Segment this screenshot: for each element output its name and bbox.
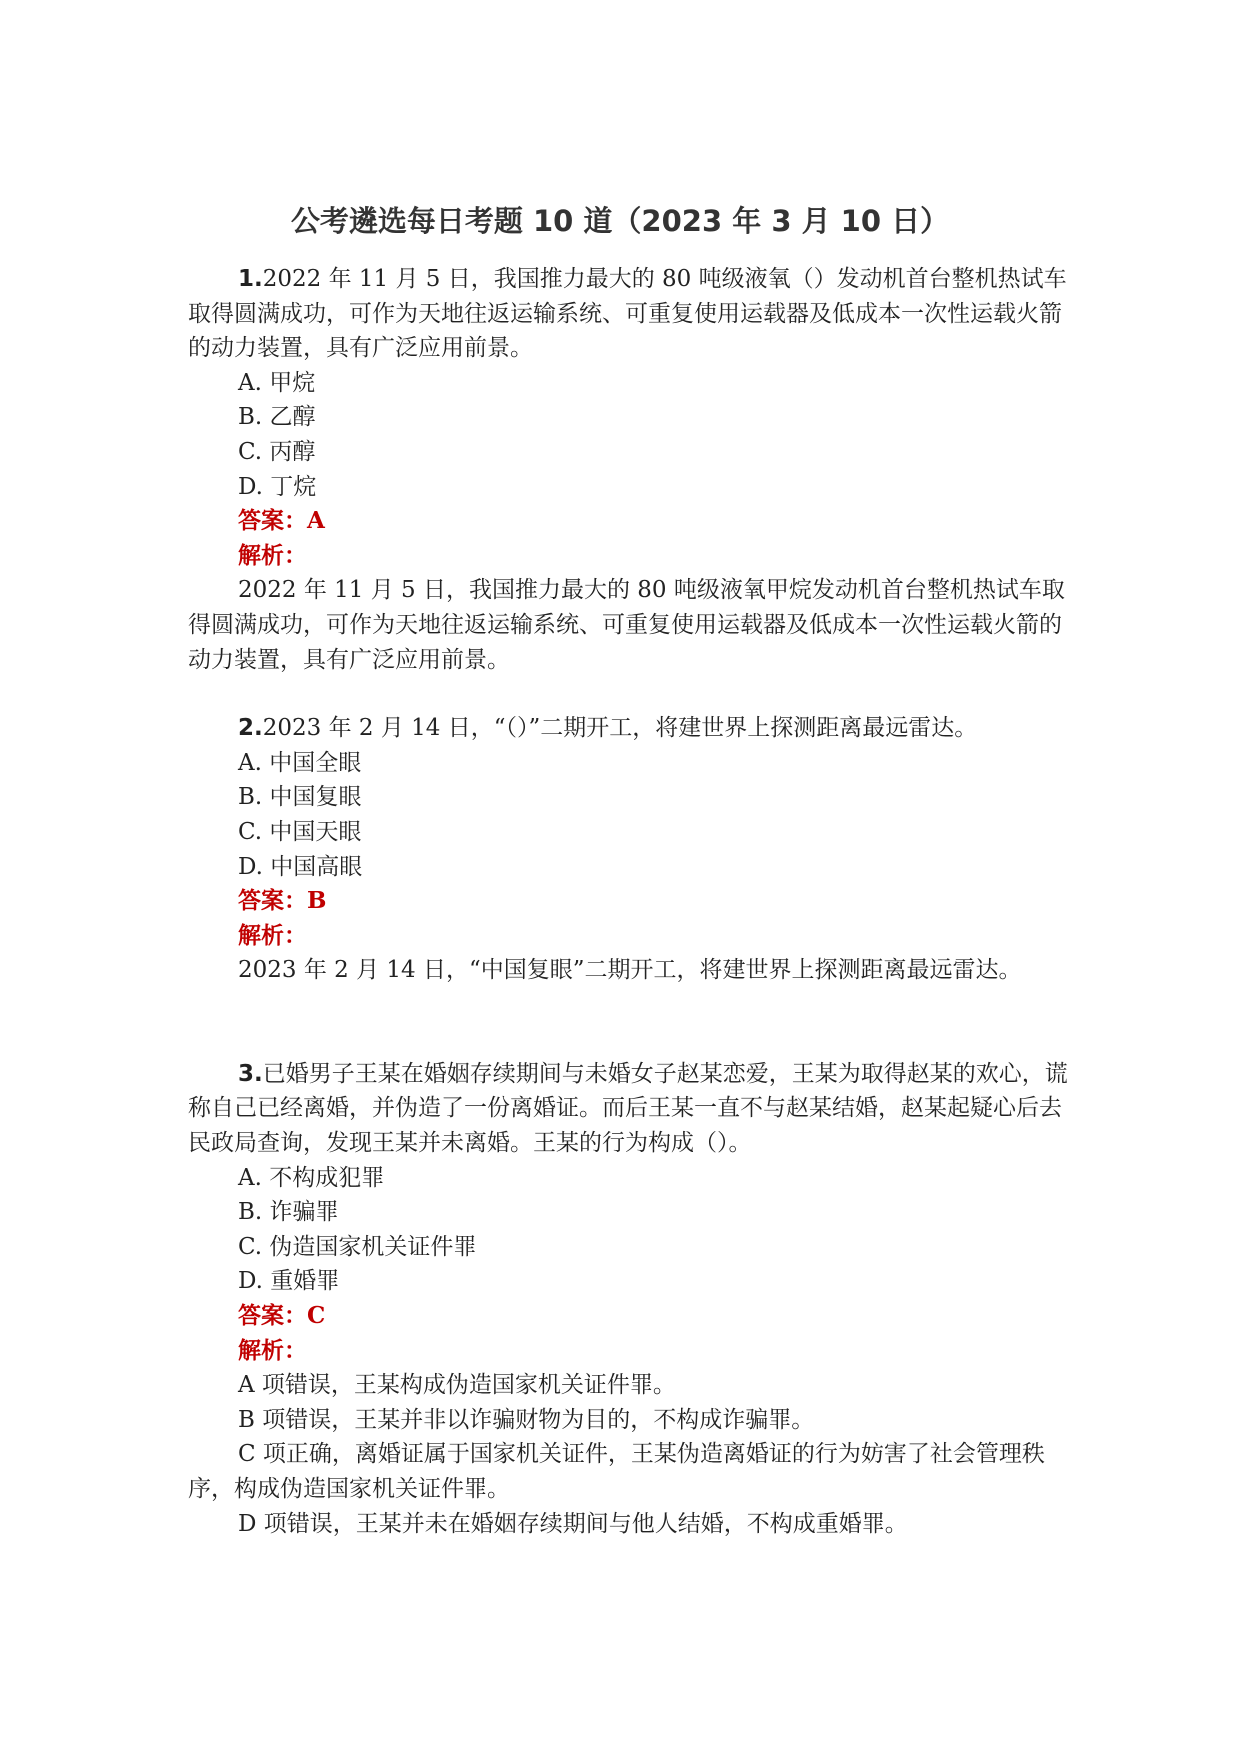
option-c: C. 伪造国家机关证件罪 [238,1233,477,1260]
question-text: 2.2023 年 2 月 14 日，“（）”二期开工，将建世界上探测距离最远雷达。 [238,715,978,742]
answer-label: 答案：A [238,507,325,535]
answer-label: 答案：B [238,887,327,915]
analysis-text: C 项正确，离婚证属于国家机关证件，王某伪造离婚证的行为妨害了社会管理秩序，构成伪造国家机关证件罪。 [188,1441,1045,1502]
question-2 [188,711,1068,988]
option-b: B. 诈骗罪 [238,1199,339,1226]
option-b: B. 乙醇 [238,404,316,431]
document-body [188,262,1068,1541]
option-d: D. 丁烷 [238,473,317,500]
analysis-label: 解析： [238,541,307,569]
analysis-label: 解析： [238,1336,307,1364]
spacer [188,988,1068,1057]
analysis-text: 2022 年 11 月 5 日，我国推力最大的 80 吨级液氧甲烷发动机首台整机热试车取得圆满成功，可作为天地往返运输系统、可重复使用运载器及低成本一次性运载火箭的动力装置，具有广泛应用前景。 [188,577,1065,673]
question-number: 1. [238,266,263,292]
analysis-label: 解析： [238,921,307,949]
question-number: 3. [238,1060,263,1087]
analysis-text: B 项错误，王某并非以诈骗财物为目的，不构成诈骗罪。 [238,1406,815,1433]
option-a: A. 甲烷 [238,369,316,396]
option-a: A. 中国全眼 [238,749,362,776]
option-c: C. 丙醇 [238,438,316,465]
option-c: C. 中国天眼 [238,818,362,845]
answer-label: 答案：C [238,1302,326,1330]
option-a: A. 不构成犯罪 [238,1164,385,1191]
analysis-text: A 项错误，王某构成伪造国家机关证件罪。 [238,1372,676,1399]
question-text: 3.已婚男子王某在婚姻存续期间与未婚女子赵某恋爱，王某为取得赵某的欢心，谎称自己已经离婚，并伪造了一份离婚证。而后王某一直不与赵某结婚，赵某起疑心后去民政局查询，发现王某并未离婚。王某的行为构成（）。 [188,1060,1068,1157]
option-b: B. 中国复眼 [238,784,362,811]
option-d: D. 重婚罪 [238,1268,340,1295]
page-title: 公考遴选每日考题 10 道（2023 年 3 月 10 日） [290,204,950,238]
question-3 [188,1057,1068,1541]
question-1 [188,262,1068,677]
analysis-text: 2023 年 2 月 14 日，“中国复眼”二期开工，将建世界上探测距离最远雷达。 [238,957,1022,984]
analysis-text: D 项错误，王某并未在婚姻存续期间与他人结婚，不构成重婚罪。 [238,1510,908,1537]
question-text: 1.2022 年 11 月 5 日，我国推力最大的 80 吨级液氧（）发动机首台整机热试车取得圆满成功，可作为天地往返运输系统、可重复使用运载器及低成本一次性运载火箭的动力装置，具有广泛应用前景。 [188,266,1067,362]
question-number: 2. [238,715,263,742]
spacer [188,677,1068,711]
option-d: D. 中国高眼 [238,853,363,880]
